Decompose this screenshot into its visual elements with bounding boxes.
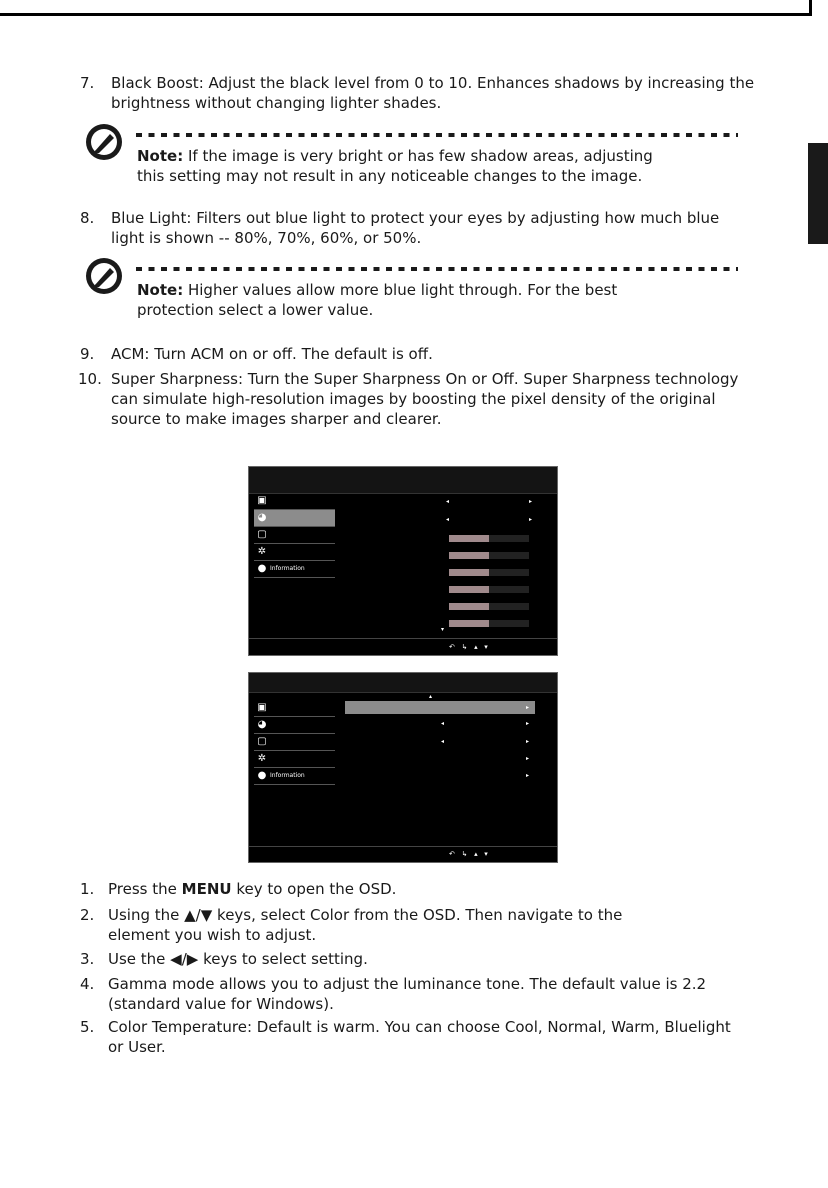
note-divider — [136, 133, 738, 137]
note-line: protection select a lower value. — [137, 301, 374, 319]
osd-menu-pip — [254, 527, 335, 544]
palette-icon: ◕ — [257, 719, 267, 730]
step-number: 4. — [80, 975, 95, 993]
picture-icon: ▣ — [257, 495, 267, 506]
osd-menu-color — [254, 510, 335, 527]
picture-icon: ▣ — [257, 702, 267, 713]
information-label: Information — [270, 565, 305, 572]
osd-slider — [449, 620, 529, 627]
osd-header — [249, 467, 557, 494]
osd-menu-picture — [254, 493, 335, 510]
info-icon: ● — [257, 770, 267, 781]
info-icon: ● — [257, 563, 267, 574]
item-number: 9. — [80, 345, 95, 363]
osd-slider — [449, 603, 529, 610]
step-text — [108, 879, 758, 899]
osd-screenshot-color-menu — [248, 466, 558, 656]
item-text: source to make images sharper and clearer. — [111, 410, 442, 428]
osd-menu-information — [254, 561, 335, 578]
step-number: 1. — [80, 880, 95, 898]
scroll-down-icon: ▾ — [441, 626, 445, 633]
item-text: Blue Light: Filters out blue light to protect your eyes by adjusting how much blue — [111, 209, 720, 227]
left-arrow-icon: ◂ — [446, 516, 450, 523]
gear-icon: ✲ — [257, 546, 267, 557]
note-label: Note: — [137, 281, 184, 299]
scroll-up-icon: ▴ — [429, 693, 433, 700]
osd-menu-color — [254, 717, 335, 734]
step-text: (standard value for Windows). — [108, 995, 334, 1013]
palette-icon: ◕ — [257, 512, 267, 523]
slider-fill — [449, 586, 489, 593]
note-icon — [84, 256, 124, 296]
item-number: 10. — [78, 370, 102, 388]
gear-icon: ✲ — [257, 753, 267, 764]
item-text: Black Boost: Adjust the black level from 0 to 10. Enhances shadows by increasing the — [111, 74, 755, 92]
step-number: 5. — [80, 1018, 95, 1036]
pip-icon: ▢ — [257, 736, 267, 747]
step-text: Gamma mode allows you to adjust the luminance tone. The default value is 2.2 — [108, 975, 707, 993]
osd-menu-pip — [254, 734, 335, 751]
right-arrow-icon: ▸ — [526, 772, 530, 779]
item-text: Super Sharpness: Turn the Super Sharpness On or Off. Super Sharpness technology — [111, 370, 739, 388]
item-text: can simulate high-resolution images by boosting the pixel density of the original — [111, 390, 716, 408]
osd-footer-divider — [249, 846, 557, 847]
slider-fill — [449, 552, 489, 559]
osd-nav-keys: ↶ ↳ ▴ ▾ — [449, 850, 488, 858]
note-line: this setting may not result in any noticeable changes to the image. — [137, 167, 643, 185]
information-label: Information — [270, 772, 305, 779]
section-tab — [808, 143, 828, 244]
left-arrow-icon: ◂ — [441, 720, 445, 727]
note-line: If the image is very bright or has few shadow areas, adjusting — [183, 147, 653, 165]
step-text-part: key to open the OSD. — [231, 880, 397, 898]
osd-menu-settings — [254, 751, 335, 768]
item-text: brightness without changing lighter shades. — [111, 94, 442, 112]
note-icon — [84, 122, 124, 162]
right-arrow-icon: ▸ — [529, 498, 533, 505]
osd-selected-row — [345, 701, 535, 714]
item-text: ACM: Turn ACM on or off. The default is off. — [111, 345, 433, 363]
page-corner-border — [0, 0, 812, 16]
item-text: light is shown -- 80%, 70%, 60%, or 50%. — [111, 229, 422, 247]
menu-key-label: MENU — [181, 880, 232, 898]
step-text: element you wish to adjust. — [108, 926, 317, 944]
osd-menu-settings — [254, 544, 335, 561]
osd-footer-divider — [249, 638, 557, 639]
osd-slider — [449, 586, 529, 593]
left-arrow-icon: ◂ — [446, 498, 450, 505]
step-text: Using the ▲/▼ keys, select Color from the OSD. Then navigate to the — [108, 906, 623, 924]
item-number: 8. — [80, 209, 95, 227]
note-line: Higher values allow more blue light through. For the best — [183, 281, 618, 299]
osd-menu-information — [254, 768, 335, 785]
right-arrow-icon: ▸ — [529, 516, 533, 523]
step-text: Color Temperature: Default is warm. You can choose Cool, Normal, Warm, Bluelight — [108, 1018, 731, 1036]
step-number: 2. — [80, 906, 95, 924]
osd-screenshot-submenu — [248, 672, 558, 863]
step-number: 3. — [80, 950, 95, 968]
note-divider — [136, 267, 738, 271]
right-arrow-icon: ▸ — [526, 720, 530, 727]
left-arrow-icon: ◂ — [441, 738, 445, 745]
slider-fill — [449, 603, 489, 610]
osd-header — [249, 673, 557, 693]
note-text — [137, 280, 677, 320]
pip-icon: ▢ — [257, 529, 267, 540]
step-text-part: Press the — [108, 880, 182, 898]
right-arrow-icon: ▸ — [526, 704, 530, 711]
osd-nav-keys: ↶ ↳ ▴ ▾ — [449, 643, 488, 651]
right-arrow-icon: ▸ — [526, 755, 530, 762]
osd-slider — [449, 535, 529, 542]
osd-slider — [449, 569, 529, 576]
note-text — [137, 146, 677, 186]
item-number: 7. — [80, 74, 95, 92]
note-label: Note: — [137, 147, 184, 165]
step-text: or User. — [108, 1038, 166, 1056]
right-arrow-icon: ▸ — [526, 738, 530, 745]
slider-fill — [449, 569, 489, 576]
step-text: Use the ◀/▶ keys to select setting. — [108, 950, 368, 968]
slider-fill — [449, 620, 489, 627]
osd-slider — [449, 552, 529, 559]
osd-menu-picture — [254, 700, 335, 717]
slider-fill — [449, 535, 489, 542]
